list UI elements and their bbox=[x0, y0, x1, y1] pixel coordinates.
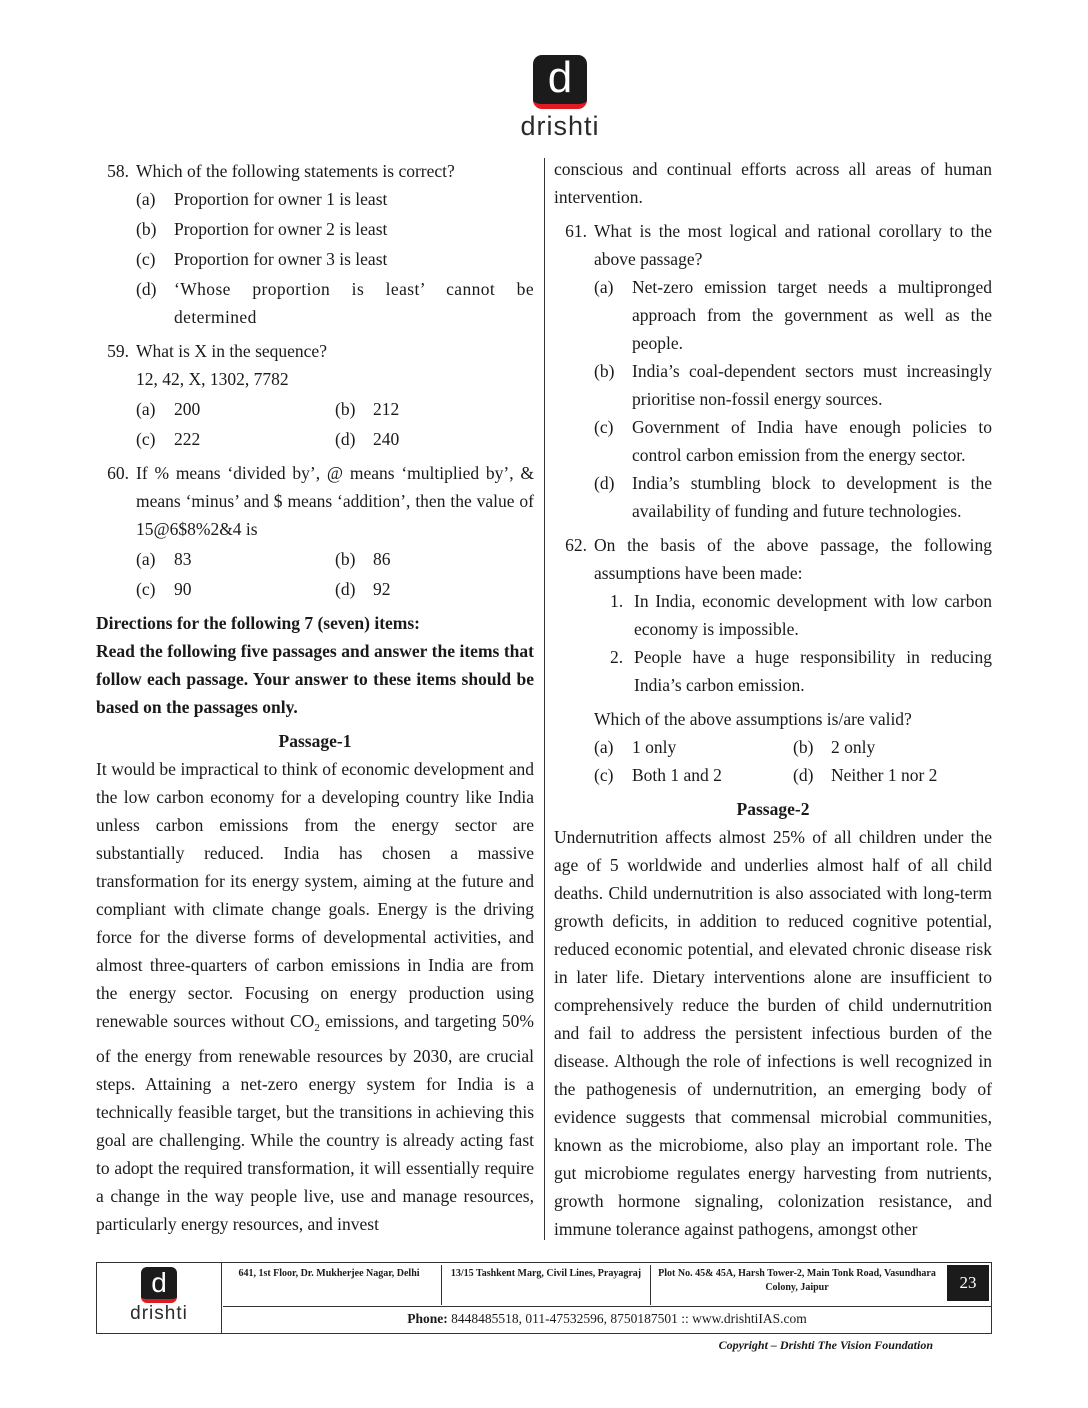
option-text: 212 bbox=[373, 399, 400, 419]
option bbox=[594, 469, 992, 525]
option bbox=[136, 545, 335, 573]
address-prayagraj: 13/15 Tashkent Marg, Civil Lines, Prayagraj bbox=[441, 1265, 651, 1305]
option-label: (a) bbox=[594, 277, 614, 297]
option-label: (d) bbox=[793, 765, 814, 785]
option bbox=[594, 733, 793, 761]
option-label: (b) bbox=[594, 361, 615, 381]
option-text: 90 bbox=[174, 579, 192, 599]
address-delhi: 641, 1st Floor, Dr. Mukherjee Nagar, Delhi bbox=[238, 1268, 420, 1279]
question-text: What is the most logical and rational corollary to the above passage? bbox=[594, 221, 992, 269]
question-text: Which of the following statements is correct? bbox=[136, 161, 455, 181]
question-text: If % means ‘divided by’, @ means ‘multiplied by’, & means ‘minus’ and $ means ‘addition’, then the value of 15@6$8%2&4 is bbox=[136, 463, 534, 539]
assumption bbox=[610, 587, 992, 643]
option-label: (d) bbox=[335, 429, 356, 449]
question-prompt: Which of the above assumptions is/are valid? bbox=[594, 709, 912, 729]
directions-instructions: Read the following five passages and answer the items that follow each passage. Your answer to these items should be based on the passages only. bbox=[96, 641, 534, 717]
passage-1-title: Passage-1 bbox=[278, 731, 352, 751]
logo-wordmark: drishti bbox=[520, 111, 600, 141]
directions-heading: Directions for the following 7 (seven) items: bbox=[96, 613, 421, 633]
option-label: (c) bbox=[594, 765, 614, 785]
option bbox=[335, 425, 534, 453]
passage-text-part: emissions, and targeting 50% of the energy from renewable resources by 2030, are crucial steps. Attaining a net-zero energy system for India is a technically feasible target, but the transitions in achieving this goal are challenging. While the country is already acting fast to adopt the required transformation, it will essentially require a change in the way people live, use and manage resources, particularly energy resources, and invest bbox=[96, 1011, 535, 1234]
option bbox=[793, 761, 992, 789]
question-62 bbox=[554, 531, 992, 587]
option bbox=[594, 273, 992, 357]
sequence: 12, 42, X, 1302, 7782 bbox=[136, 369, 289, 389]
question-number: 58. bbox=[107, 161, 129, 181]
column-divider bbox=[544, 158, 545, 1240]
right-column bbox=[554, 155, 992, 1243]
question-number: 62. bbox=[565, 535, 587, 555]
copyright: Copyright – Drishti The Vision Foundation bbox=[718, 1338, 933, 1352]
passage-1-continuation: conscious and continual efforts across all areas of human intervention. bbox=[554, 159, 992, 207]
question-number: 60. bbox=[107, 463, 129, 483]
option bbox=[136, 215, 534, 243]
assumption-text: In India, economic development with low carbon economy is impossible. bbox=[634, 591, 992, 639]
subscript: 2 bbox=[314, 1022, 320, 1034]
option-label: (a) bbox=[136, 189, 156, 209]
option-text: 2 only bbox=[831, 737, 876, 757]
option bbox=[335, 575, 534, 603]
header-logo bbox=[510, 55, 610, 142]
logo-wordmark: drishti bbox=[130, 1303, 188, 1324]
option-text: India’s coal-dependent sectors must increasingly prioritise non-fossil energy sources. bbox=[632, 361, 992, 409]
passage-1-text bbox=[96, 755, 534, 1238]
contact-line bbox=[223, 1311, 991, 1327]
option-text: 83 bbox=[174, 549, 192, 569]
footer bbox=[96, 1262, 992, 1334]
question-number: 59. bbox=[107, 341, 129, 361]
page-number: 23 bbox=[947, 1265, 989, 1301]
address-jaipur: Plot No. 45& 45A, Harsh Tower-2, Main Tonk Road, Vasundhara Colony, Jaipur bbox=[658, 1268, 936, 1293]
option-text: ‘Whose proportion is least’ cannot be determined bbox=[174, 279, 534, 327]
option-text: 200 bbox=[174, 399, 201, 419]
option-text: Proportion for owner 3 is least bbox=[174, 249, 388, 269]
option-text: Government of India have enough policies to control carbon emission from the energy sector. bbox=[632, 417, 992, 465]
phone-text: 8448485518, 011-47532596, 8750187501 :: www.drishtiIAS.com bbox=[447, 1311, 807, 1326]
question-text: On the basis of the above passage, the following assumptions have been made: bbox=[594, 535, 992, 583]
question-58 bbox=[96, 157, 534, 185]
option-text: Proportion for owner 1 is least bbox=[174, 189, 388, 209]
logo-letter: d bbox=[151, 1267, 167, 1298]
option-label: (a) bbox=[594, 737, 614, 757]
passage-text-part: It would be impractical to think of economic development and the low carbon economy for a developing country like India unless carbon emissions from the energy sector are substantially reduced. India has chosen a massive transformation for its energy system, aiming at the future and compliant with climate change goals. Energy is the driving force for the diverse forms of developmental activities, and almost three-quarters of carbon emissions in India are from the energy sector. Focusing on energy production using renewable sources without CO bbox=[96, 759, 534, 1031]
question-number: 61. bbox=[565, 221, 587, 241]
option-label: (c) bbox=[594, 417, 614, 437]
option-text: 240 bbox=[373, 429, 400, 449]
footer-logo bbox=[97, 1263, 222, 1333]
passage-2-title: Passage-2 bbox=[736, 799, 810, 819]
option-text: Proportion for owner 2 is least bbox=[174, 219, 388, 239]
option bbox=[136, 425, 335, 453]
option-text: 1 only bbox=[632, 737, 677, 757]
passage-2-text: Undernutrition affects almost 25% of all children under the age of 5 worldwide and underlies almost half of all child deaths. Child undernutrition is also associated with long-term growth deficits, in addition to reduced cognitive potential, reduced economic potential, and elevated chronic disease risk in later life. Dietary interventions alone are insufficient to comprehensively reduce the burden of child undernutrition and fail to address the persistent infectious burden of the disease. Although the role of infections is well recognized in the pathogenesis of undernutrition, an emerging body of evidence suggests that commensal microbial communities, known as the microbiome, also play an important role. The gut microbiome regulates energy harvesting from nutrients, growth hormone signaling, colonization resistance, and immune tolerance against pathogens, amongst other bbox=[554, 827, 992, 1239]
assumption-label: 1. bbox=[610, 591, 624, 611]
option bbox=[793, 733, 992, 761]
option-label: (d) bbox=[136, 279, 157, 299]
logo-letter: d bbox=[547, 53, 573, 102]
question-text: What is X in the sequence? bbox=[136, 341, 327, 361]
option-label: (c) bbox=[136, 579, 156, 599]
option-label: (b) bbox=[335, 399, 356, 419]
option-label: (d) bbox=[594, 473, 615, 493]
footer-divider bbox=[223, 1306, 991, 1307]
logo-icon bbox=[141, 1267, 177, 1303]
left-column bbox=[96, 155, 534, 1238]
assumption-text: People have a huge responsibility in reducing India’s carbon emission. bbox=[634, 647, 992, 695]
assumption bbox=[610, 643, 992, 699]
options-grid bbox=[136, 395, 534, 453]
option-label: (b) bbox=[793, 737, 814, 757]
option-text: Both 1 and 2 bbox=[632, 765, 722, 785]
option-label: (b) bbox=[335, 549, 356, 569]
assumption-label: 2. bbox=[610, 647, 624, 667]
option bbox=[594, 413, 992, 469]
option-label: (b) bbox=[136, 219, 157, 239]
question-59 bbox=[96, 337, 534, 365]
logo-icon bbox=[533, 55, 587, 109]
option bbox=[335, 395, 534, 423]
phone-label: Phone: bbox=[407, 1311, 448, 1326]
option-text: 222 bbox=[174, 429, 201, 449]
option-text: 92 bbox=[373, 579, 391, 599]
option bbox=[136, 185, 534, 213]
option-text: India’s stumbling block to development is the availability of funding and future technologies. bbox=[632, 473, 992, 521]
option bbox=[136, 275, 534, 331]
option-label: (d) bbox=[335, 579, 356, 599]
question-61 bbox=[554, 217, 992, 273]
option-text: Neither 1 nor 2 bbox=[831, 765, 938, 785]
option bbox=[136, 575, 335, 603]
option-label: (c) bbox=[136, 429, 156, 449]
option-label: (a) bbox=[136, 549, 156, 569]
option-label: (a) bbox=[136, 399, 156, 419]
option-text: 86 bbox=[373, 549, 391, 569]
option bbox=[136, 245, 534, 273]
option bbox=[594, 761, 793, 789]
option-text: Net-zero emission target needs a multipronged approach from the government as well as the people. bbox=[632, 277, 992, 353]
option bbox=[335, 545, 534, 573]
options-grid bbox=[594, 733, 992, 789]
option bbox=[136, 395, 335, 423]
options-grid bbox=[136, 545, 534, 603]
question-60 bbox=[96, 459, 534, 543]
option bbox=[594, 357, 992, 413]
option-label: (c) bbox=[136, 249, 156, 269]
